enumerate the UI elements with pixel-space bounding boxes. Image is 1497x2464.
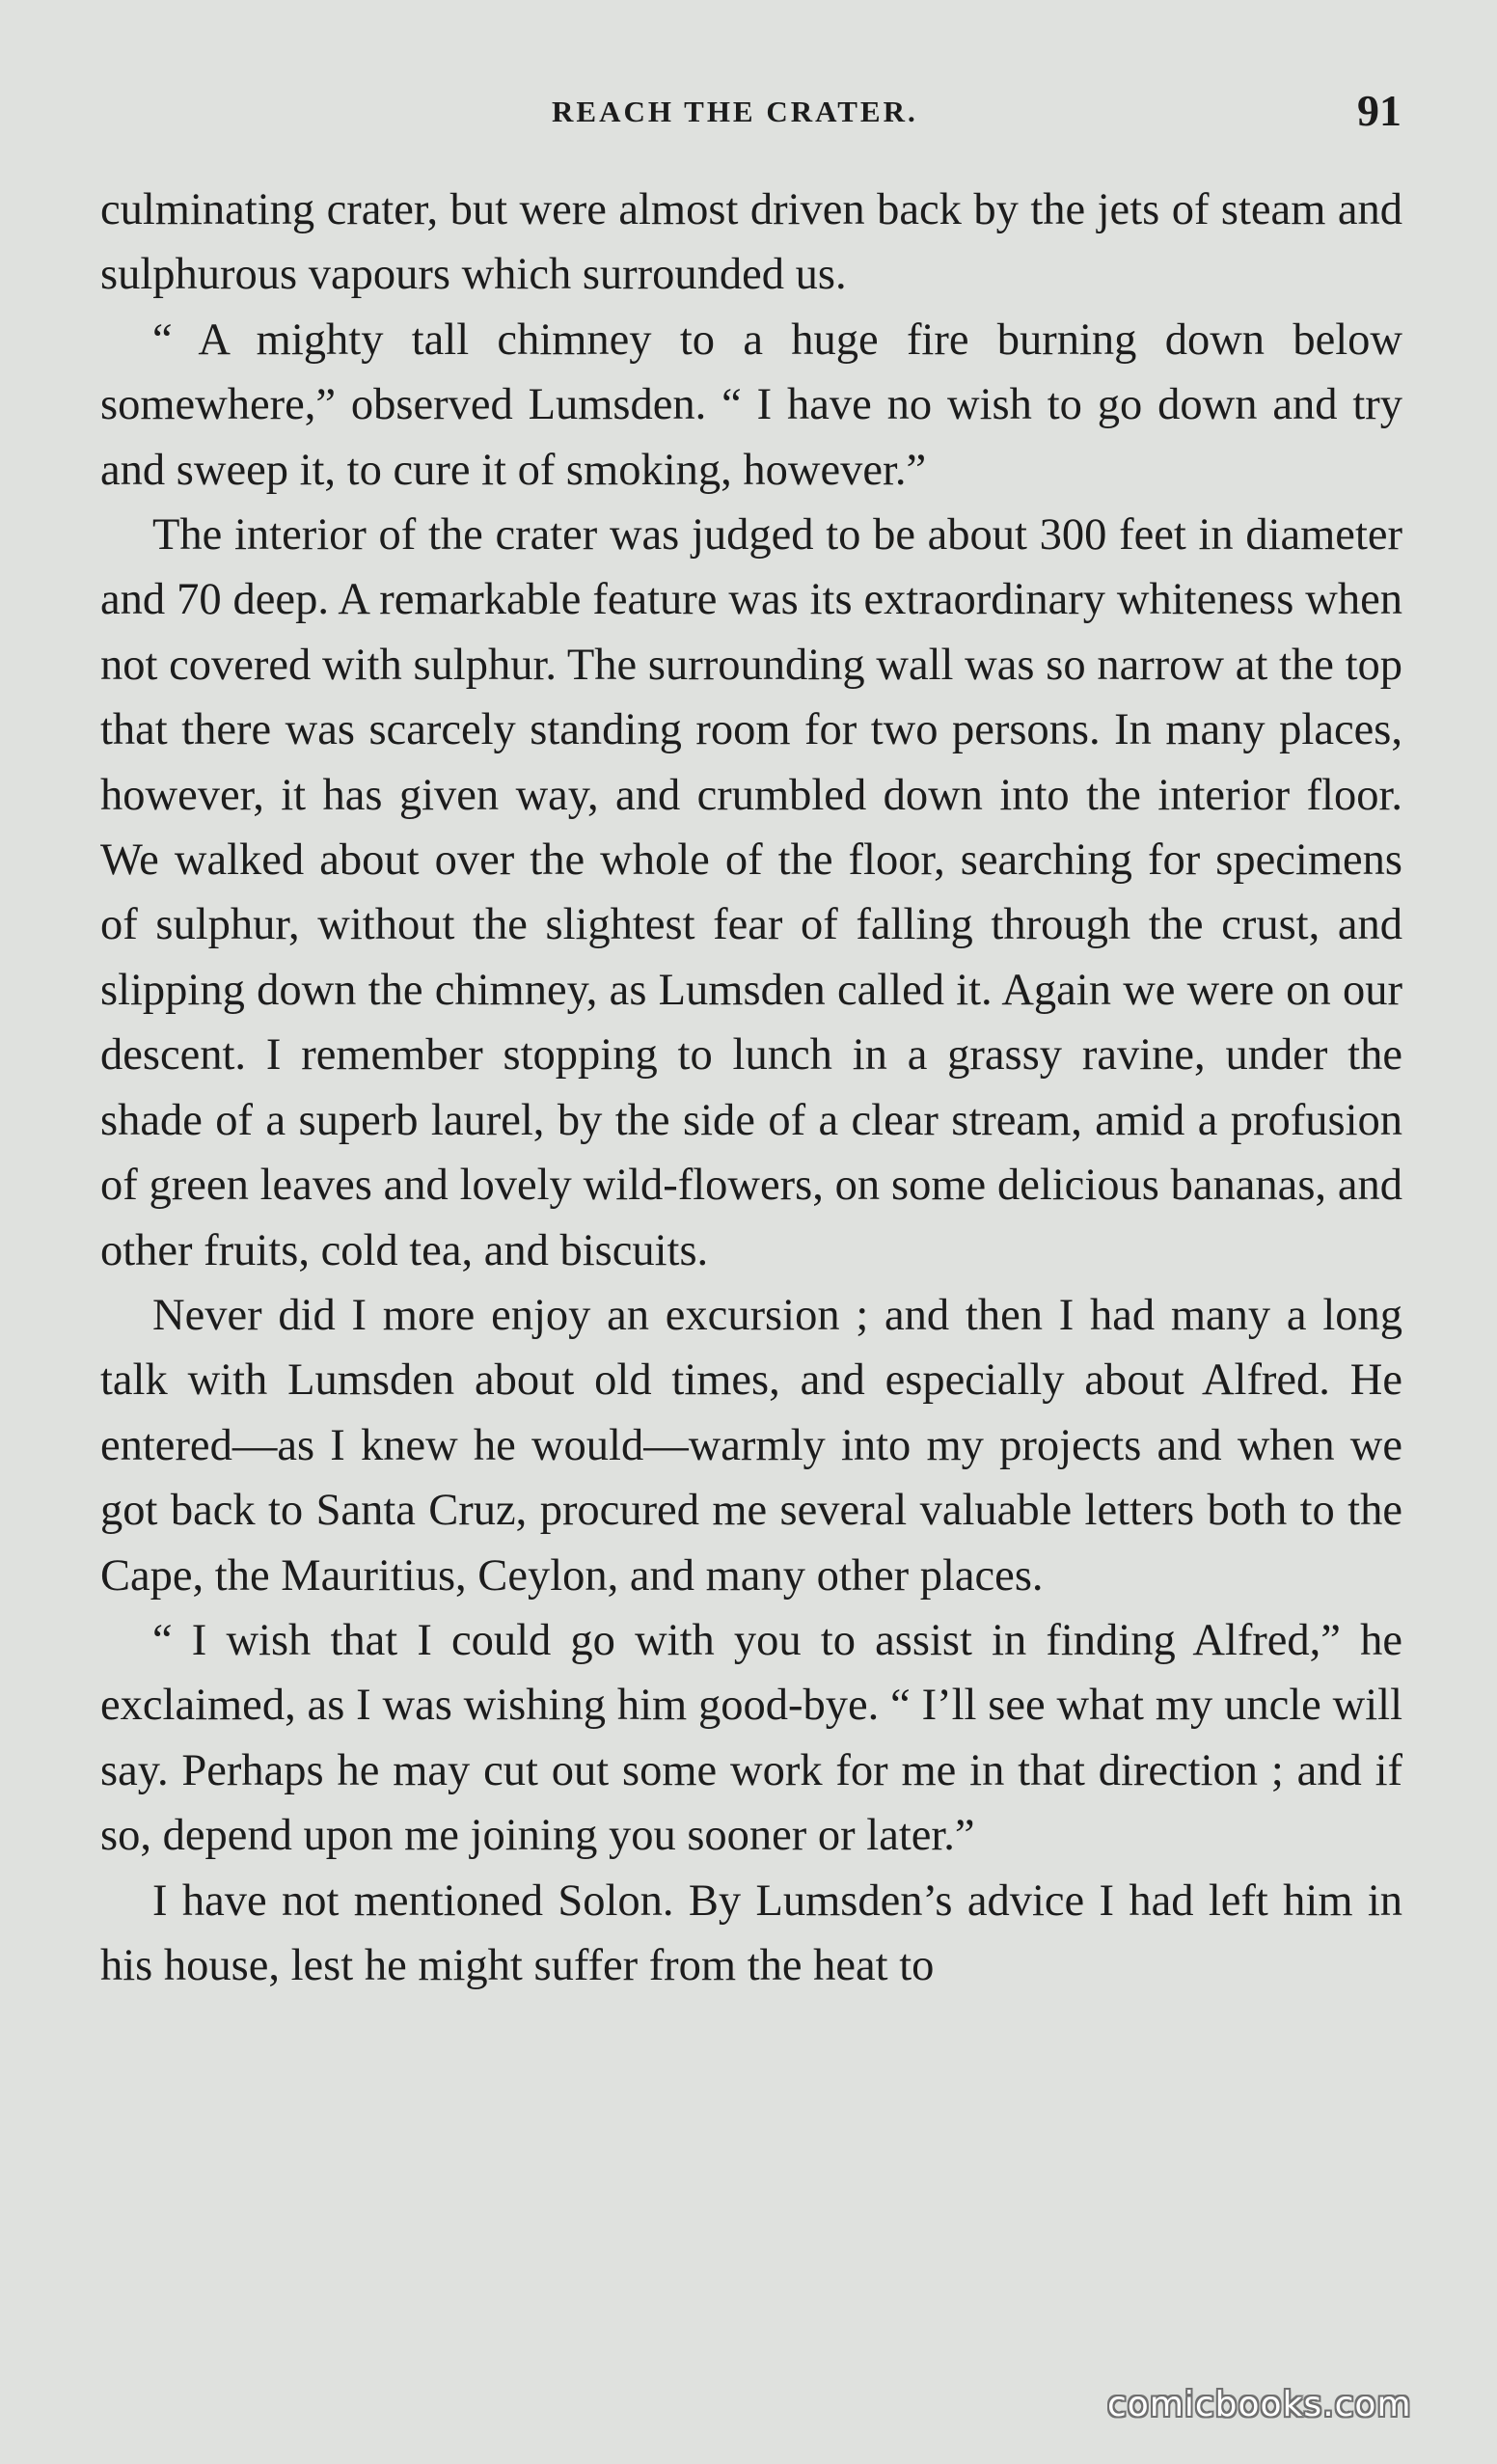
running-title: REACH THE CRATER. bbox=[552, 95, 918, 128]
paragraph-continued: culminating crater, but were almost driven back by the jets of steam and sulphurous vapours which surrounded us. bbox=[100, 185, 1402, 300]
paragraph-solon: I have not mentioned Solon. By Lumsden’s advice I had left him in his house, lest he might suffer from the heat to bbox=[100, 1875, 1402, 1990]
paragraph-excursion: Never did I more enjoy an excursion ; and then I had many a long talk with Lumsden about old times, and especially about Alfred. He entered—as I knew he would—warmly into my projects and when we got back to Santa Cruz, procured me several valuable letters both to the Cape, the Mauritius, Ceylon, and many other places. bbox=[100, 1290, 1402, 1601]
watermark: comicbooks.com bbox=[1107, 2385, 1412, 2424]
paragraph-chimney-quote: “ A mighty tall chimney to a huge fire burning down below somewhere,” observed Lumsden. “ I have no wish to go down and try and sweep it, to cure it of smoking, however.” bbox=[100, 315, 1402, 495]
page-number: 91 bbox=[1357, 86, 1402, 135]
paragraph-crater-interior: The interior of the crater was judged to be about 300 feet in diameter and 70 deep. A remarkable feature was its extraordinary whiteness when not covered with sulphur. The surrounding wall was so narrow at the top that there was scarcely standing room for two persons. In many places, however, it has given way, and crumbled down into the interior floor. We walked about over the whole of the floor, searching for specimens of sulphur, without the slightest fear of falling through the crust, and slipping down the chimney, as Lumsden called it. Again we were on our descent. I remember stopping to lunch in a grassy ravine, under the shade of a superb laurel, by the side of a clear stream, amid a profusion of green leaves and lovely wild-flowers, on some delicious bananas, and other fruits, cold tea, and biscuits. bbox=[100, 510, 1402, 1275]
paragraph-farewell-quote: “ I wish that I could go with you to assist in finding Alfred,” he exclaimed, as I was wishing him good-bye. “ I’ll see what my uncle will say. Perhaps he may cut out some work for me in that direction ; and if so, depend upon me joining you sooner or later.” bbox=[100, 1615, 1402, 1861]
running-head bbox=[0, 79, 1497, 137]
body-text bbox=[100, 178, 1402, 1998]
